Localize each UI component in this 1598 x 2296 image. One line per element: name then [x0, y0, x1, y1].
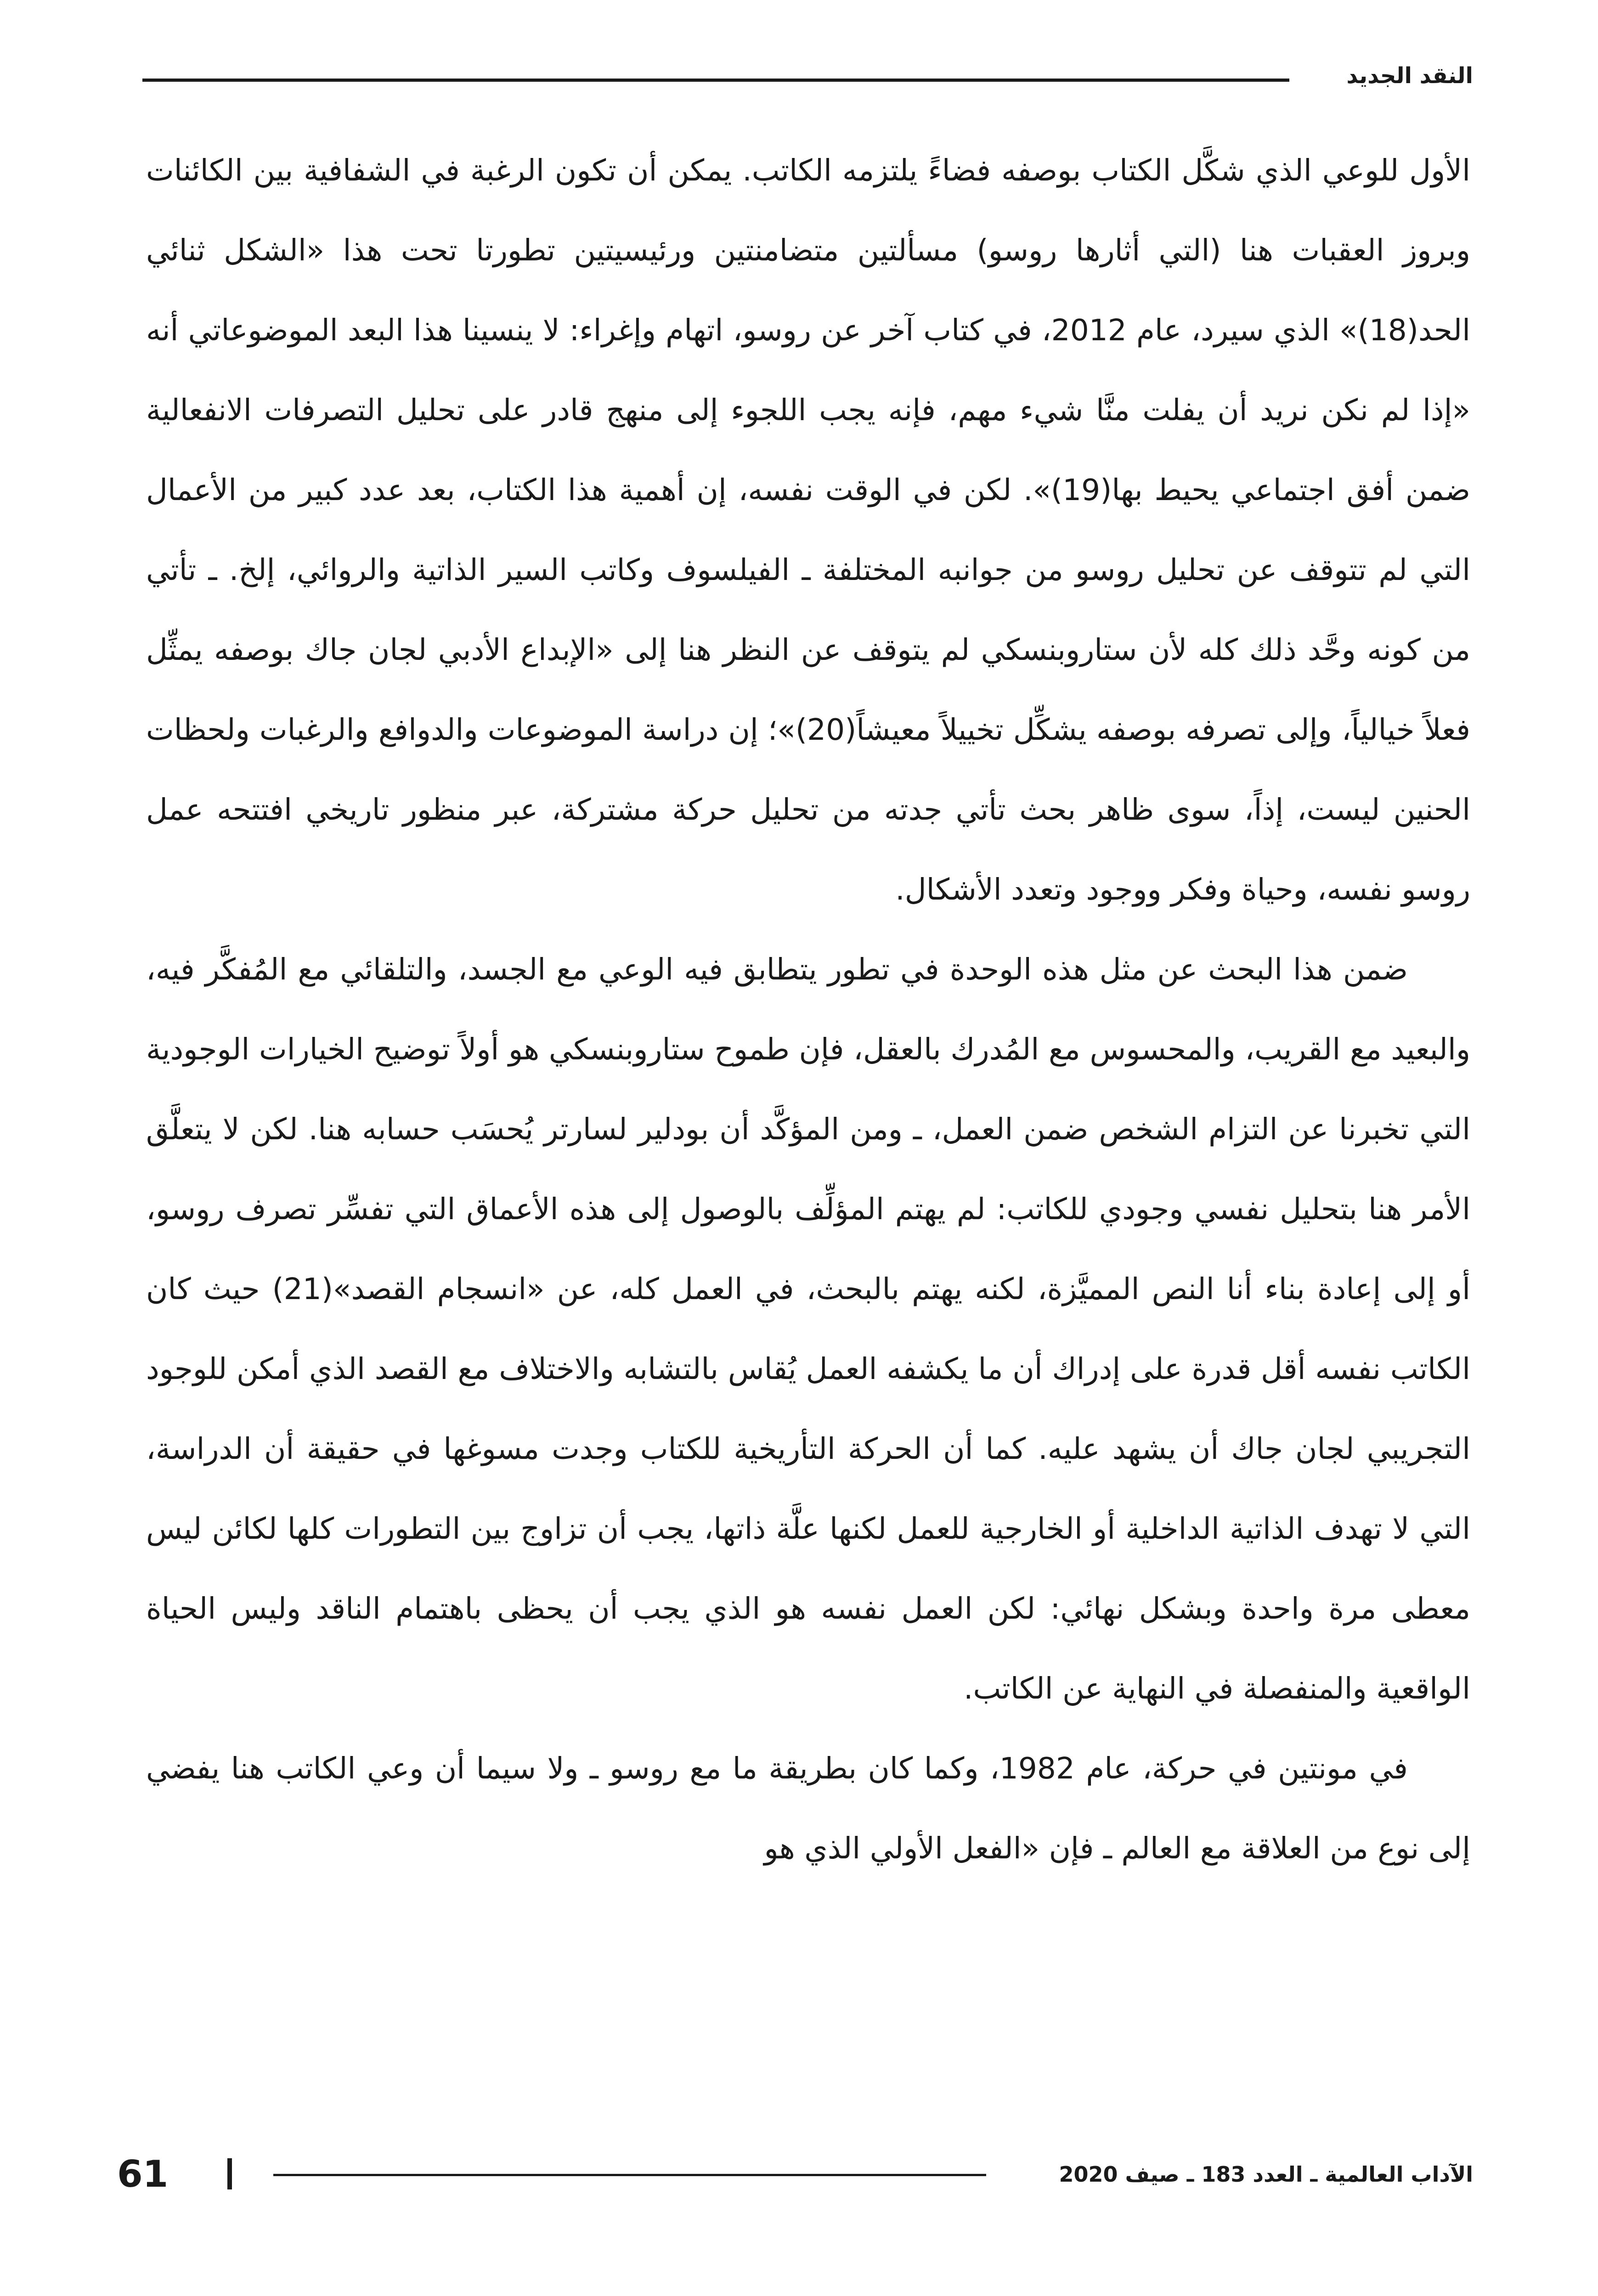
running-header: [142, 57, 1473, 94]
journal-issue: الآداب العالمية ـ العدد 183 ـ صيف 2020: [1059, 2162, 1473, 2187]
header-rule: [142, 79, 1289, 82]
page-number: 61: [117, 2153, 169, 2195]
footer-rule: [273, 2174, 986, 2176]
paragraph-3: في مونتين في حركة، عام 1982، وكما كان بطريقة ما مع روسو ـ ولا سيما أن وعي الكاتب هنا يفضي إلى نوع من العلاقة مع العالم ـ فإن «الفعل الأولي الذي هو: [146, 1751, 1470, 1866]
paragraph-1: الأول للوعي الذي شكَّل الكتاب بوصفه فضاءً يلتزمه الكاتب. يمكن أن تكون الرغبة في الشفافية بين الكائنات وبروز العقبات هنا (التي أثارها روسو) مسألتين متضامنتين ورئيسيتين تطورتا تحت هذا «الشكل ثنائي الحد(18)» الذي سيرد، عام 2012، في كتاب آخر عن روسو، اتهام وإغراء: لا ينسينا هذا البعد الموضوعاتي أنه «إذا لم نكن نريد أن يفلت منَّا شيء مهم، فإنه يجب اللجوء إلى منهج قادر على تحليل التصرفات الانفعالية ضمن أفق اجتماعي يحيط بها(19)». لكن في الوقت نفسه، إن أهمية هذا الكتاب، بعد عدد كبير من الأعمال التي لم تتوقف عن تحليل روسو من جوانبه المختلفة ـ الفيلسوف وكاتب السير الذاتية والروائي، إلخ. ـ تأتي من كونه وحَّد ذلك كله لأن ستاروبنسكي لم يتوقف عن النظر هنا إلى «الإبداع الأدبي لجان جاك بوصفه يمثِّل فعلاً خيالياً، وإلى تصرفه بوصفه يشكِّل تخييلاً معيشاً(20)»؛ إن دراسة الموضوعات والدوافع والرغبات ولحظات الحنين ليست، إذاً، سوى ظاهر بحث تأتي جدته من تحليل حركة مشتركة، عبر منظور تاريخي افتتحه عمل روسو نفسه، وحياة وفكر ووجود وتعدد الأشكال.: [146, 153, 1470, 907]
paragraph-2: ضمن هذا البحث عن مثل هذه الوحدة في تطور يتطابق فيه الوعي مع الجسد، والتلقائي مع المُفكَّر فيه، والبعيد مع القريب، والمحسوس مع المُدرك بالعقل، فإن طموح ستاروبنسكي هو أولاً توضيح الخيارات الوجودية التي تخبرنا عن التزام الشخص ضمن العمل، ـ ومن المؤكَّد أن بودلير لسارتر يُحسَب حسابه هنا. لكن لا يتعلَّق الأمر هنا بتحليل نفسي وجودي للكاتب: لم يهتم المؤلِّف بالوصول إلى هذه الأعماق التي تفسِّر تصرف روسو، أو إلى إعادة بناء أنا النص المميَّزة، لكنه يهتم بالبحث، في العمل كله، عن «انسجام القصد»(21) حيث كان الكاتب نفسه أقل قدرة على إدراك أن ما يكشفه العمل يُقاس بالتشابه والاختلاف مع القصد الذي أمكن للوجود التجريبي لجان جاك أن يشهد عليه. كما أن الحركة التأريخية للكتاب وجدت مسوغها في حقيقة أن الدراسة، التي لا تهدف الذاتية الداخلية أو الخارجية للعمل لكنها علَّة ذاتها، يجب أن تزاوج بين التطورات كلها لكائن ليس معطى مرة واحدة وبشكل نهائي: لكن العمل نفسه هو الذي يجب أن يحظى باهتمام الناقد وليس الحياة الواقعية والمنفصلة في النهاية عن الكاتب.: [146, 952, 1470, 1706]
header-title: النقد الجديد: [1346, 63, 1473, 89]
page-footer: [117, 2149, 1473, 2200]
page-number-separator: [227, 2158, 232, 2189]
article-body: [146, 131, 1470, 1889]
